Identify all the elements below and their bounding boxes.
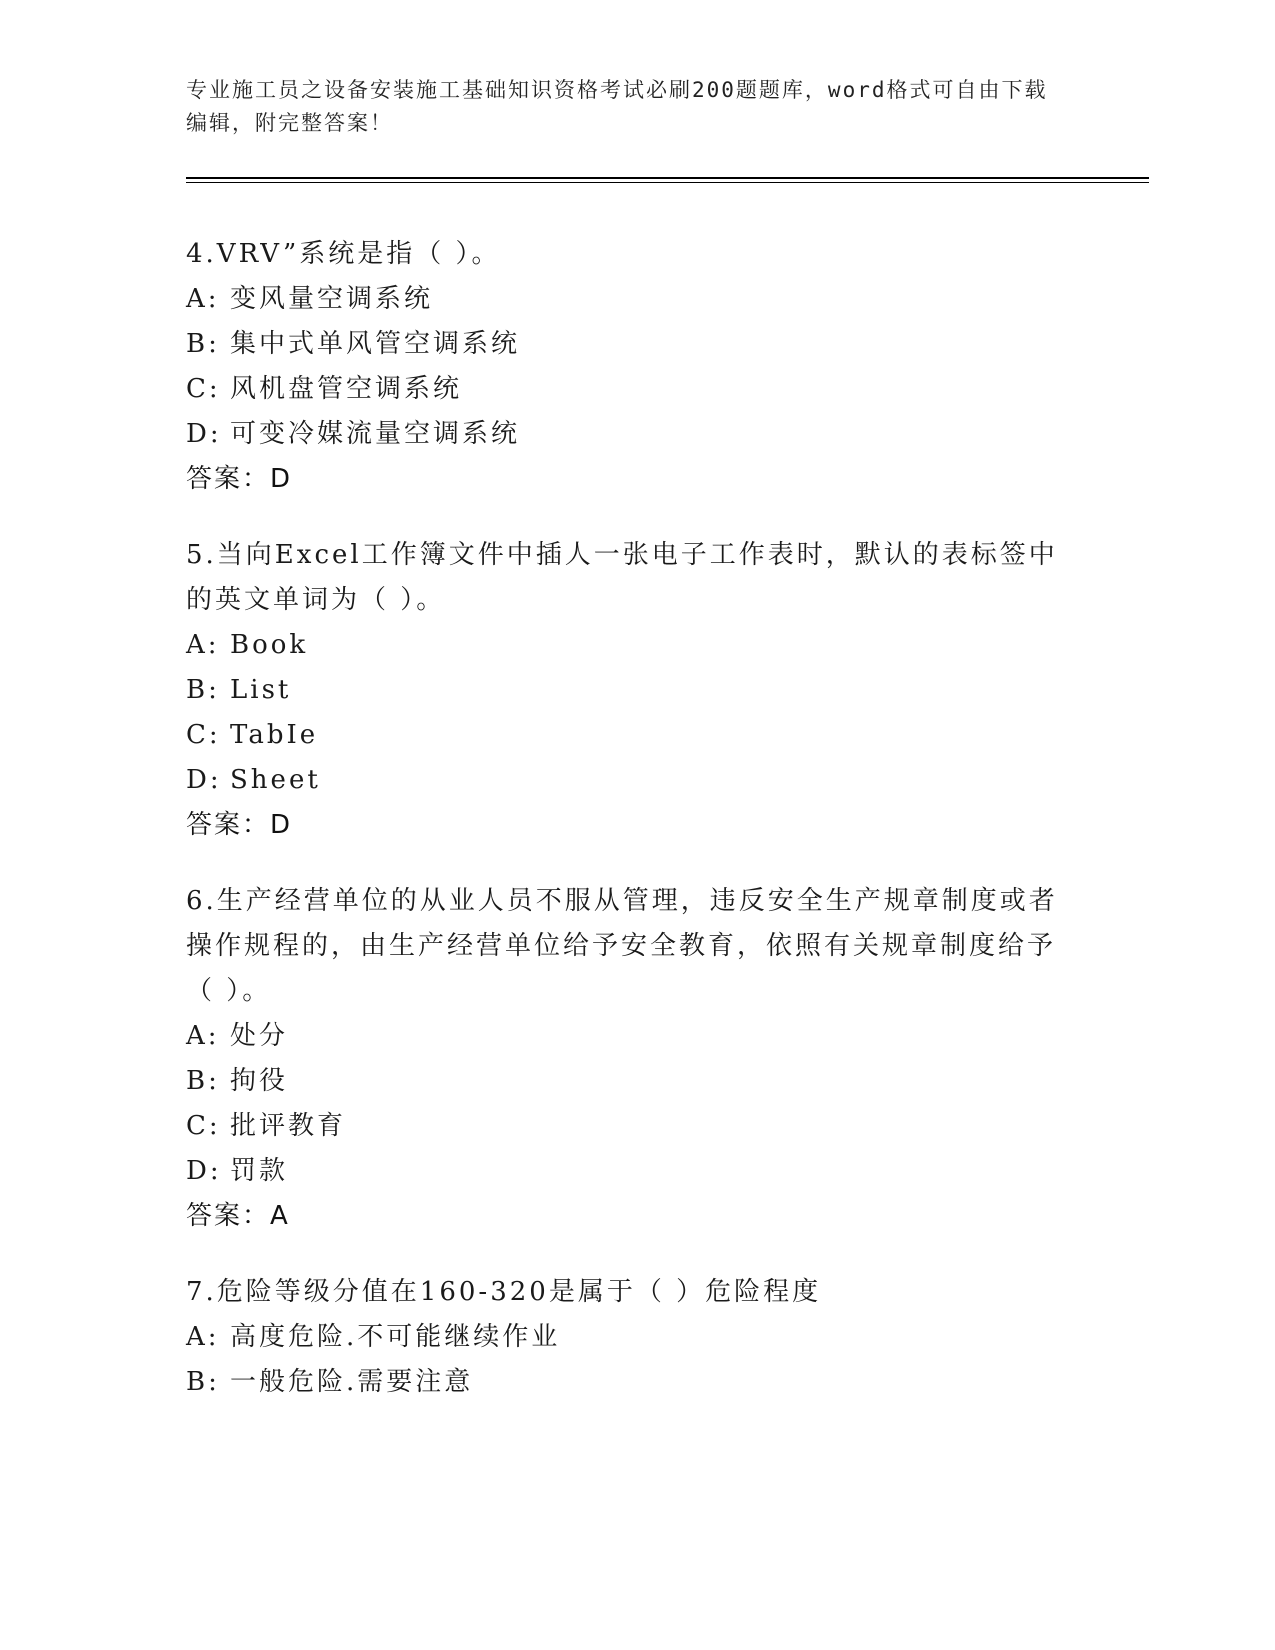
option-c xyxy=(186,367,1066,412)
option-d xyxy=(186,758,1066,803)
question-7 xyxy=(186,1270,1066,1405)
question-stem: 7.危险等级分值在160-320是属于（ ）危险程度 xyxy=(186,1277,822,1307)
option-c xyxy=(186,1104,1066,1149)
question-5 xyxy=(186,533,1066,848)
question-stem: 4.VRV”系统是指（ ）。 xyxy=(186,239,501,269)
option-letter: A: xyxy=(186,630,220,660)
option-text: 集中式单风管空调系统 xyxy=(230,329,521,359)
answer-line: 答案：D xyxy=(186,810,293,840)
option-text: 一般危险.需要注意 xyxy=(230,1367,474,1397)
option-letter: B: xyxy=(186,1367,220,1397)
option-letter: D: xyxy=(186,765,222,795)
option-text: 处分 xyxy=(230,1021,289,1051)
question-6 xyxy=(186,879,1066,1239)
option-text: 变风量空调系统 xyxy=(230,284,434,314)
option-text: TabIe xyxy=(230,720,319,750)
document-header: 专业施工员之设备安装施工基础知识资格考试必刷200题题库，word格式可自由下载编辑，附完整答案！ xyxy=(186,78,1048,135)
option-a xyxy=(186,277,1066,322)
option-text: List xyxy=(230,675,292,705)
option-letter: D: xyxy=(186,1156,222,1186)
option-letter: C: xyxy=(186,374,221,404)
option-text: Book xyxy=(230,630,309,660)
option-letter: B: xyxy=(186,329,220,359)
question-4 xyxy=(186,232,1066,502)
option-letter: A: xyxy=(186,1322,220,1352)
option-b xyxy=(186,322,1066,367)
question-stem: 6.生产经营单位的从业人员不服从管理，违反安全生产规章制度或者操作规程的，由生产经营单位给予安全教育，依照有关规章制度给予（ ）。 xyxy=(186,886,1058,1006)
option-d xyxy=(186,1149,1066,1194)
header-divider-thick xyxy=(186,177,1149,179)
option-text: 批评教育 xyxy=(230,1111,347,1141)
option-letter: C: xyxy=(186,1111,221,1141)
option-a xyxy=(186,623,1066,668)
option-text: Sheet xyxy=(230,765,321,795)
option-text: 风机盘管空调系统 xyxy=(230,374,463,404)
option-letter: B: xyxy=(186,675,220,705)
option-text: 高度危险.不可能继续作业 xyxy=(230,1322,561,1352)
answer-line: 答案：D xyxy=(186,464,293,494)
option-d xyxy=(186,412,1066,457)
option-text: 罚款 xyxy=(230,1156,289,1186)
header-divider-thin xyxy=(186,182,1149,183)
option-b xyxy=(186,1059,1066,1104)
option-a xyxy=(186,1315,1066,1360)
question-list xyxy=(186,232,1066,1436)
option-letter: D: xyxy=(186,419,222,449)
option-letter: A: xyxy=(186,1021,220,1051)
question-stem: 5.当向Excel工作簿文件中插人一张电子工作表时，默认的表标签中的英文单词为（ ）。 xyxy=(186,540,1058,615)
option-letter: B: xyxy=(186,1066,220,1096)
option-c xyxy=(186,713,1066,758)
option-b xyxy=(186,1360,1066,1405)
option-text: 拘役 xyxy=(230,1066,289,1096)
option-a xyxy=(186,1014,1066,1059)
option-letter: C: xyxy=(186,720,221,750)
option-b xyxy=(186,668,1066,713)
option-text: 可变冷媒流量空调系统 xyxy=(230,419,521,449)
option-letter: A: xyxy=(186,284,220,314)
answer-line: 答案：A xyxy=(186,1201,290,1231)
